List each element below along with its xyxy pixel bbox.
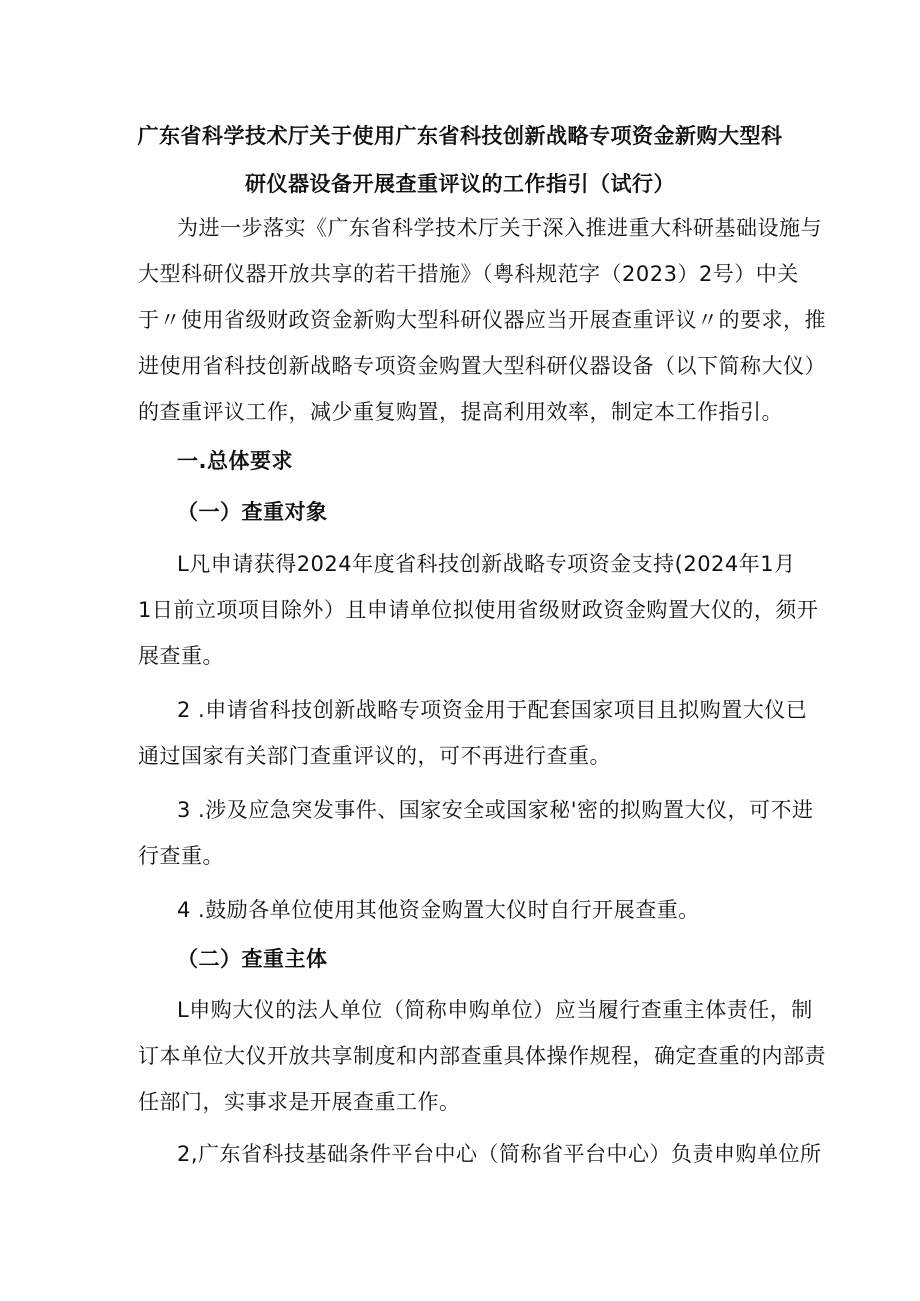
paragraph-line: 1日前立项项目除外）且申请单位拟使用省级财政资金购置大仪的，须开	[138, 598, 819, 622]
subsection-heading: （一）查重对象	[177, 500, 328, 524]
paragraph-line: 为进一步落实《广东省科学技术厅关于深入推进重大科研基础设施与	[177, 216, 822, 240]
document-title-line-1: 广东省科学技术厅关于使用广东省科技创新战略专项资金新购大型科	[137, 124, 783, 148]
paragraph-line: 于〃使用省级财政资金新购大型科研仪器应当开展查重评议〃的要求，推	[138, 308, 826, 332]
paragraph-line: 2,广东省科技基础条件平台中心（简称省平台中心）负责申购单位所	[177, 1142, 822, 1166]
paragraph-line: 进使用省科技创新战略专项资金购置大型科研仪器设备（以下简称大仪）	[138, 354, 826, 378]
paragraph-line: 4 .鼓励各单位使用其他资金购置大仪时自行开展查重。	[177, 898, 700, 922]
section-heading: 一.总体要求	[177, 449, 293, 473]
paragraph-line: L申购大仪的法人单位（简称申购单位）应当履行查重主体责任，制	[177, 998, 813, 1022]
paragraph-line: 行查重。	[138, 844, 224, 868]
paragraph-line: 展查重。	[138, 644, 224, 668]
paragraph-line: 的查重评议工作，减少重复购置，提高利用效率，制定本工作指引。	[138, 400, 783, 424]
paragraph-line: 2 .申请省科技创新战略专项资金用于配套国家项目且拟购置大仪已	[177, 698, 808, 722]
subsection-heading: （二）查重主体	[177, 947, 328, 971]
paragraph-line: 通过国家有关部门查重评议的，可不再进行查重。	[138, 744, 611, 768]
paragraph-line: L凡申请获得2024年度省科技创新战略专项资金支持(2024年1月	[177, 552, 796, 576]
paragraph-line: 任部门，实事求是开展查重工作。	[138, 1090, 461, 1114]
document-title-line-2: 研仪器设备开展查重评议的工作指引（试行）	[245, 172, 675, 196]
paragraph-line: 订本单位大仪开放共享制度和内部查重具体操作规程，确定查重的内部责	[138, 1044, 826, 1068]
paragraph-line: 大型科研仪器开放共享的若干措施》（粤科规范字（2023）2号）中关	[138, 262, 799, 286]
paragraph-line: 3 .涉及应急突发事件、国家安全或国家秘'密的拟购置大仪，可不进	[177, 798, 814, 822]
